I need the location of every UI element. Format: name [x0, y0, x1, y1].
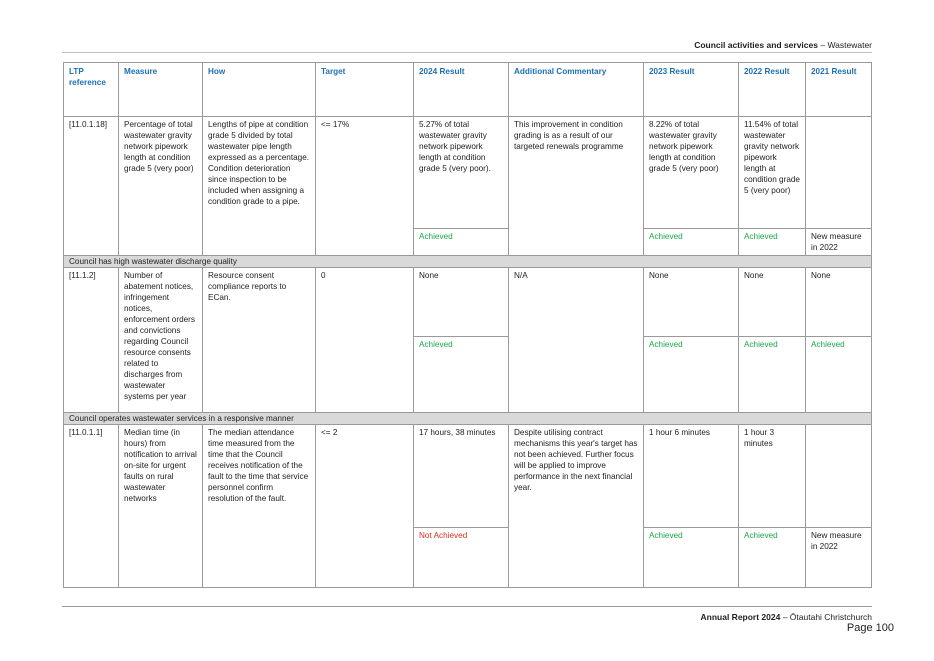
ltp-reference: [11.1.2]	[64, 268, 119, 413]
footer-separator: –	[780, 612, 790, 622]
how-text: Lengths of pipe at condition grade 5 divided by total wastewater pipe length expressed as a percentage. Condition deterioration since inspection to be included when assigning a condition grade to a pipe.	[203, 117, 316, 256]
result-2023: 1 hour 6 minutes	[644, 425, 739, 528]
status-2021: New measure in 2022	[806, 229, 872, 256]
how-text: The median attendance time measured from the time that the Council receives notification of the fault to the time that service personnel confirm resolution of the fault.	[203, 425, 316, 588]
result-2021: None	[806, 268, 872, 337]
status-2023: Achieved	[644, 229, 739, 256]
result-2021	[806, 425, 872, 528]
target-value: <= 2	[316, 425, 414, 588]
header-rule	[62, 52, 872, 53]
col-header-2023-result: 2023 Result	[644, 63, 739, 117]
section-title: Council has high wastewater discharge quality	[64, 256, 872, 268]
header-separator: –	[817, 40, 828, 50]
commentary-text: N/A	[509, 268, 644, 413]
page-footer	[701, 612, 872, 622]
col-header-2022-result: 2022 Result	[739, 63, 806, 117]
col-header-2021-result: 2021 Result	[806, 63, 872, 117]
result-2023: None	[644, 268, 739, 337]
section-row	[64, 256, 872, 268]
commentary-text: Despite utilising contract mechanisms this year's target has not been achieved. Further focus will be applied to improve performance in the next financial year.	[509, 425, 644, 588]
status-2021: Achieved	[806, 337, 872, 413]
status-2021: New measure in 2022	[806, 528, 872, 588]
result-2022: 1 hour 3 minutes	[739, 425, 806, 528]
measure-text: Number of abatement notices, infringement notices, enforcement orders and convictions regarding Council resource consents related to discharges from wastewater systems per year	[119, 268, 203, 413]
result-2022: None	[739, 268, 806, 337]
performance-table	[63, 62, 872, 588]
status-2024: Not Achieved	[414, 528, 509, 588]
result-2023: 8.22% of total wastewater gravity network pipework length at condition grade 5 (very poor)	[644, 117, 739, 229]
page-number: Page 100	[846, 622, 894, 634]
col-header-additional-commentary: Additional Commentary	[509, 63, 644, 117]
header-section: Council activities and services	[694, 40, 818, 50]
target-value: 0	[316, 268, 414, 413]
result-2021	[806, 117, 872, 229]
status-2024: Achieved	[414, 229, 509, 256]
result-2022: 11.54% of total wastewater gravity network pipework length at condition grade 5 (very poor)	[739, 117, 806, 229]
footer-report: Annual Report 2024	[700, 612, 781, 622]
how-text: Resource consent compliance reports to ECan.	[203, 268, 316, 413]
result-2024: 17 hours, 38 minutes	[414, 425, 509, 528]
ltp-reference: [11.0.1.1]	[64, 425, 119, 588]
status-2022: Achieved	[739, 528, 806, 588]
table-row	[64, 425, 872, 528]
ltp-reference: [11.0.1.18]	[64, 117, 119, 256]
section-row	[64, 413, 872, 425]
section-title: Council operates wastewater services in a responsive manner	[64, 413, 872, 425]
status-2022: Achieved	[739, 229, 806, 256]
table-row	[64, 268, 872, 337]
status-2023: Achieved	[644, 337, 739, 413]
footer-city: Ōtautahi Christchurch	[789, 612, 872, 622]
status-2024: Achieved	[414, 337, 509, 413]
page-header	[694, 40, 872, 50]
footer-rule	[62, 606, 872, 607]
target-value: <= 17%	[316, 117, 414, 256]
commentary-text: This improvement in condition grading is as a result of our targeted renewals programme	[509, 117, 644, 256]
table-header-row	[64, 63, 872, 117]
measure-text: Percentage of total wastewater gravity network pipework length at condition grade 5 (very poor)	[119, 117, 203, 256]
col-header-2024-result: 2024 Result	[414, 63, 509, 117]
table-row	[64, 117, 872, 229]
status-2023: Achieved	[644, 528, 739, 588]
measure-text: Median time (in hours) from notification to arrival on-site for urgent faults on rural wastewater networks	[119, 425, 203, 588]
col-header-ltp-reference: LTP reference	[64, 63, 119, 117]
header-activity: Wastewater	[827, 40, 872, 50]
status-2022: Achieved	[739, 337, 806, 413]
result-2024: None	[414, 268, 509, 337]
result-2024: 5.27% of total wastewater gravity network pipework length at condition grade 5 (very poor).	[414, 117, 509, 229]
col-header-target: Target	[316, 63, 414, 117]
col-header-how: How	[203, 63, 316, 117]
col-header-measure: Measure	[119, 63, 203, 117]
